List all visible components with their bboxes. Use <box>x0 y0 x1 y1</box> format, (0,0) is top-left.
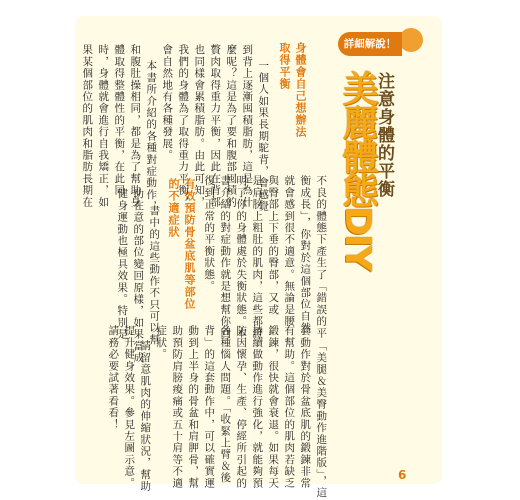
body-line: 鍛鍊，很快就會衰退。如果每天 <box>267 325 280 489</box>
body-line: 助在意的部位變回原樣，如果當成 <box>132 188 145 364</box>
section-heading: 的不適症狀 <box>167 178 180 238</box>
body-line: 各種惱人問題。「收緊上臂＆後 <box>219 325 232 484</box>
body-line: 請務必要試著看看！ <box>107 325 120 431</box>
section-heading: 取得平衡 <box>278 42 291 90</box>
body-line: 症狀。 <box>155 325 168 361</box>
body-line: 也同樣會累積脂肪。由此可知， <box>193 44 206 208</box>
page-subtitle: 注意身體的平衡 <box>374 72 394 198</box>
badge-cap <box>399 28 423 52</box>
body-line: 與臀部上下垂的臀部，又或 <box>267 175 280 316</box>
body-line: 會自然地有各種發展。 <box>161 44 174 161</box>
body-line: 套動作對於骨盆底肌的鍛鍊非常 <box>299 325 312 489</box>
body-line: 防因懷孕、生產、停經所引起的 <box>235 325 248 489</box>
body-line: 就會感到很不適意。無論是腰 <box>283 175 296 328</box>
page-number: 6 <box>398 468 407 482</box>
body-line: 有幫助。這個部位的肌肉若缺乏 <box>283 325 296 489</box>
body-line: 背」的這套動作中，可以確實運 <box>203 325 216 489</box>
body-line: 衡成長」，你對於這個部位自然 <box>299 175 312 334</box>
body-line: 持續做動作進行強化，就能夠預 <box>251 325 264 489</box>
section-heading: 身體會自己想辦法 <box>294 42 307 138</box>
detail-badge: 詳細解說！ <box>338 32 402 56</box>
body-line: 時，身體就會進行自我矯正，如 <box>97 44 110 208</box>
body-line: 動到上半身的骨盆和肩胛骨，幫 <box>187 325 200 489</box>
section-heading: 有效預防骨盆底肌等部位 <box>183 178 196 310</box>
body-line: 一個人如果長期駝背，會感覺 <box>257 60 270 213</box>
body-line: 不良的體態下產生了「錯誤的平 <box>315 175 328 339</box>
body-line: 和腹肚操相同，都是為了幫助身 <box>129 44 142 208</box>
body-line: 麼呢？這是為了要和腹部囤積的 <box>225 44 238 208</box>
body-line: 健身運動也極具效果。特別是 <box>116 188 129 341</box>
body-line: 果某個部位的肌肉和脂肪長期在 <box>81 44 94 208</box>
body-line: 書介紹的對症動作就是想幫你回 <box>219 175 232 339</box>
body-line: 提升健身效果。參見左圖示意。 <box>123 325 136 489</box>
body-line: 到背上逐漸囤積脂肪，這是為什 <box>241 44 254 208</box>
body-line: 我們的身體為了取得重力平衡， <box>177 44 190 208</box>
body-line: 贅肉取得重力平衡，因此在背部 <box>209 44 222 208</box>
body-line: 助預防肩膀痠痛或五十肩等不適 <box>171 325 184 489</box>
body-line: 明了你的身體處於失衡狀態。本 <box>235 175 248 339</box>
body-line: 「美腿＆美臀動作進階版」，這 <box>315 340 328 499</box>
body-line: 復到正常的平衡狀態。 <box>203 175 216 292</box>
body-line: 書中的這些動作不只可以幫 <box>148 205 161 346</box>
page-title: 美麗體態DIY <box>337 70 378 270</box>
body-line: 本書所介紹的各種對症動作， <box>145 60 158 213</box>
body-line: 是肩膀上粗肚的肌肉，這些都證 <box>251 175 264 339</box>
body-line: 請留意肌肉的伸縮狀況，幫助 <box>139 340 152 493</box>
body-line: 體取得整體性的平衡，在此同 <box>113 44 126 197</box>
